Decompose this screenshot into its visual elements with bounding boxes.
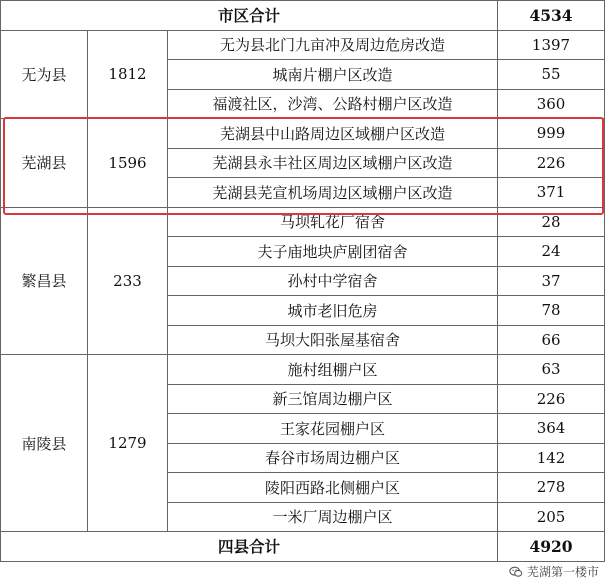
- city-total-value: 4534: [498, 1, 605, 31]
- county-name: 无为县: [1, 30, 88, 119]
- project-name: 芜湖县中山路周边区域棚户区改造: [168, 119, 498, 149]
- table-row: [1, 355, 605, 385]
- city-total-label: 市区合计: [1, 1, 498, 31]
- project-name: 城南片棚户区改造: [168, 60, 498, 90]
- project-name: 一米厂周边棚户区: [168, 502, 498, 532]
- project-value: 55: [498, 60, 605, 90]
- county-name: 芜湖县: [1, 119, 88, 208]
- table-row: [1, 207, 605, 237]
- project-name: 陵阳西路北侧棚户区: [168, 473, 498, 503]
- project-value: 78: [498, 296, 605, 326]
- project-value: 66: [498, 325, 605, 355]
- project-name: 福渡社区，沙湾、公路村棚户区改造: [168, 89, 498, 119]
- four-county-total-row: [1, 532, 605, 562]
- project-value: 226: [498, 148, 605, 178]
- county-total: 1812: [88, 30, 168, 119]
- table-row: [1, 30, 605, 60]
- project-value: 360: [498, 89, 605, 119]
- county-name: 南陵县: [1, 355, 88, 532]
- county-name: 繁昌县: [1, 207, 88, 355]
- county-total: 1596: [88, 119, 168, 208]
- table-row: [1, 119, 605, 149]
- project-value: 37: [498, 266, 605, 296]
- project-value: 999: [498, 119, 605, 149]
- watermark-text: 芜湖第一楼市: [526, 565, 599, 579]
- project-name: 城市老旧危房: [168, 296, 498, 326]
- watermark: [506, 562, 602, 581]
- county-total: 233: [88, 207, 168, 355]
- project-name: 施村组棚户区: [168, 355, 498, 385]
- project-value: 205: [498, 502, 605, 532]
- project-value: 226: [498, 384, 605, 414]
- project-name: 新三馆周边棚户区: [168, 384, 498, 414]
- project-name: 孙村中学宿舍: [168, 266, 498, 296]
- project-value: 371: [498, 178, 605, 208]
- project-name: 马坝轧花厂宿舍: [168, 207, 498, 237]
- project-name: 无为县北门九亩冲及周边危房改造: [168, 30, 498, 60]
- project-value: 24: [498, 237, 605, 267]
- project-value: 364: [498, 414, 605, 444]
- city-total-row: [1, 1, 605, 31]
- four-county-total-label: 四县合计: [1, 532, 498, 562]
- project-name: 芜湖县芜宣机场周边区域棚户区改造: [168, 178, 498, 208]
- county-total: 1279: [88, 355, 168, 532]
- project-name: 春谷市场周边棚户区: [168, 443, 498, 473]
- project-value: 1397: [498, 30, 605, 60]
- project-name: 夫子庙地块庐剧团宿舍: [168, 237, 498, 267]
- project-name: 芜湖县永丰社区周边区域棚户区改造: [168, 148, 498, 178]
- four-county-total-value: 4920: [498, 532, 605, 562]
- project-value: 28: [498, 207, 605, 237]
- project-value: 278: [498, 473, 605, 503]
- project-name: 马坝大阳张屋基宿舍: [168, 325, 498, 355]
- project-value: 63: [498, 355, 605, 385]
- wechat-icon: [509, 565, 523, 579]
- project-name: 王家花园棚户区: [168, 414, 498, 444]
- project-value: 142: [498, 443, 605, 473]
